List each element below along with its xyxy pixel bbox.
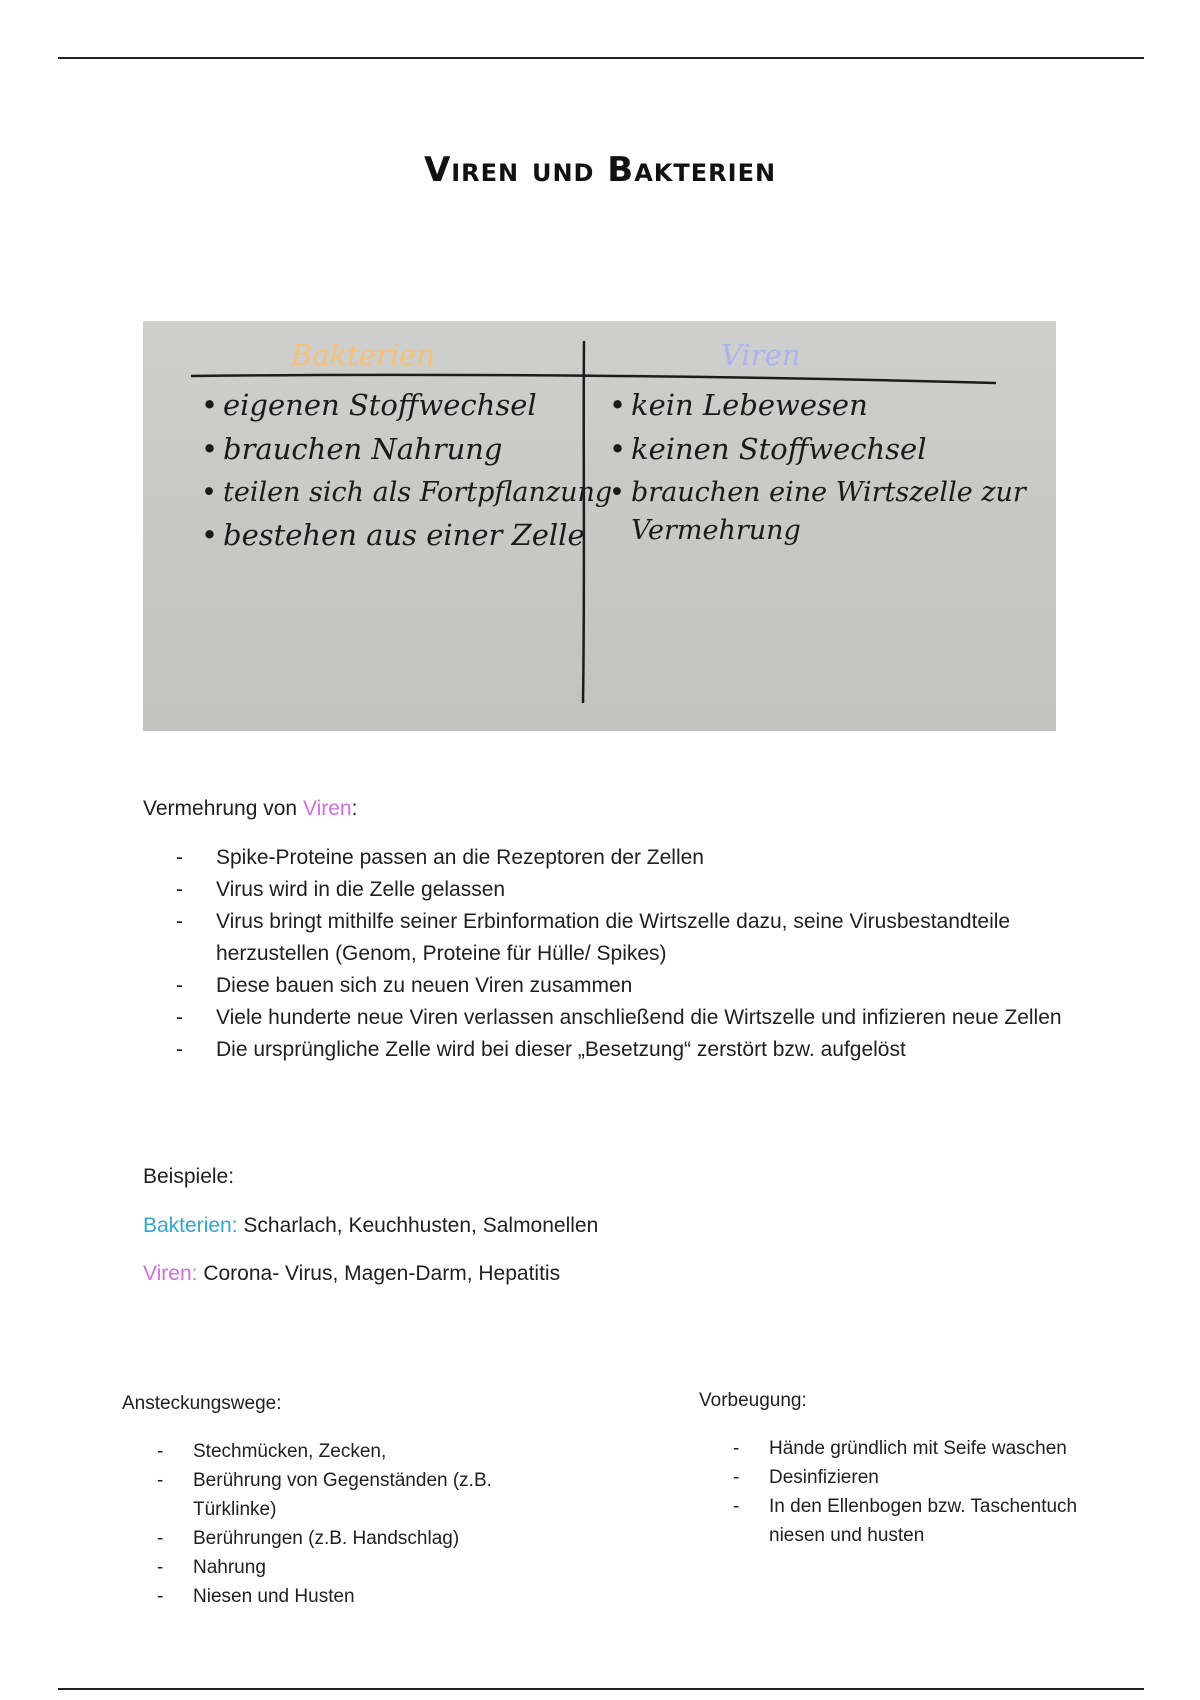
bakterien-item: • eigenen Stoffwechsel [201, 388, 537, 422]
list-item: - Spike-Proteine passen an die Rezeptoren der Zellen [176, 846, 704, 869]
bakterien-item: • teilen sich als Fortpflanzung [201, 477, 613, 508]
list-item: - Desinfizieren [733, 1467, 879, 1488]
bakterien-heading: Bakterien [291, 338, 435, 372]
list-item: - Berührung von Gegenständen (z.B. Türklinke) [157, 1470, 492, 1520]
viren-item: • brauchen eine Wirtszelle zur [609, 477, 1026, 508]
list-item: - Berührungen (z.B. Handschlag) [157, 1528, 460, 1549]
vermehrung-label: Vermehrung von Viren: [143, 797, 358, 820]
list-item: - Viele hunderte neue Viren verlassen anschließend die Wirtszelle und infizieren neue Zellen [176, 1006, 1062, 1029]
list-item: - Die ursprüngliche Zelle wird bei dieser „Besetzung“ zerstört bzw. aufgelöst [176, 1038, 906, 1061]
bottom-rule [58, 1688, 1144, 1690]
viren-example-label: Viren: [143, 1262, 198, 1285]
viren-item: Vermehrung [631, 515, 801, 546]
handwritten-table-photo [143, 321, 1056, 731]
list-item: - Hände gründlich mit Seife waschen [733, 1438, 1067, 1459]
list-item: - In den Ellenbogen bzw. Taschentuch niesen und husten [733, 1496, 1078, 1546]
list-item: - Nahrung [157, 1557, 266, 1578]
bakterien-item: • bestehen aus einer Zelle [201, 518, 585, 552]
vorbeugung-list [733, 1434, 1113, 1550]
bakterien-examples: Bakterien: Scharlach, Keuchhusten, Salmonellen [143, 1214, 599, 1237]
top-rule [58, 57, 1144, 59]
ansteckungswege-label: Ansteckungswege: [122, 1393, 282, 1414]
bakterien-example-label: Bakterien: [143, 1214, 238, 1237]
list-item: - Virus bringt mithilfe seiner Erbinformation die Wirtszelle dazu, seine Virusbestandteile herzustellen (Genom, Proteine für Hülle/ Spikes) [176, 910, 1011, 965]
vorbeugung-label: Vorbeugung: [699, 1390, 807, 1411]
viren-highlight: Viren [302, 797, 352, 820]
bakterien-item: • brauchen Nahrung [201, 432, 503, 466]
viren-item: • kein Lebewesen [609, 388, 868, 422]
list-item: - Niesen und Husten [157, 1586, 355, 1607]
ansteckungswege-list [157, 1437, 537, 1611]
viren-item: • keinen Stoffwechsel [609, 432, 927, 466]
page-title: Viren und Bakterien [423, 150, 777, 190]
list-item: - Diese bauen sich zu neuen Viren zusammen [176, 974, 633, 997]
vermehrung-list [176, 842, 1076, 1066]
viren-examples: Viren: Corona- Virus, Magen-Darm, Hepatitis [143, 1262, 561, 1285]
list-item: - Virus wird in die Zelle gelassen [176, 878, 506, 901]
beispiele-label: Beispiele: [143, 1165, 235, 1188]
list-item: - Stechmücken, Zecken, [157, 1441, 387, 1462]
viren-heading: Viren [721, 338, 801, 372]
